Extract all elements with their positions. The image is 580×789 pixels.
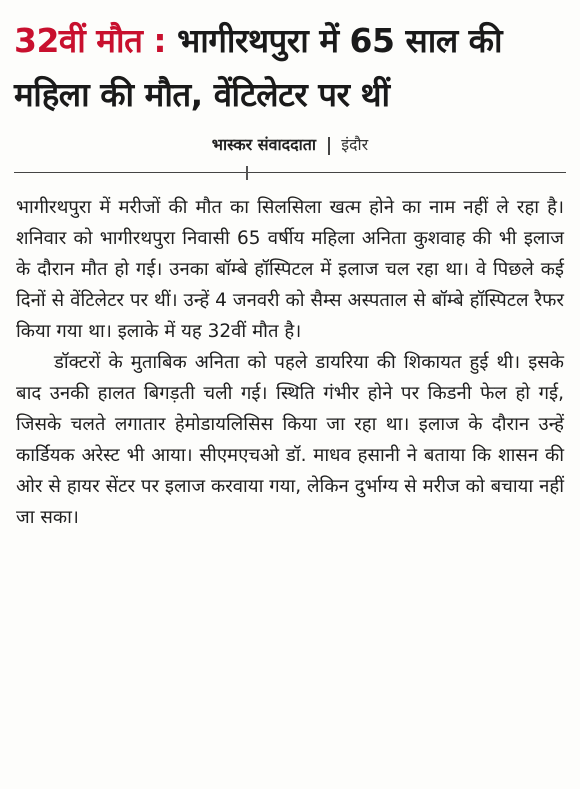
byline-separator (328, 137, 330, 155)
divider-mark (246, 166, 248, 180)
article-paragraph-1: भागीरथपुरा में मरीजों की मौत का सिलसिला खत्म होने का नाम नहीं ले रहा है। शनिवार को भागीरथपुरा निवासी 65 वर्षीय महिला अनिता कुशवाह की भी इलाज के दौरान मौत हो गई। उनका बॉम्बे हॉस्पिटल में इलाज चल रहा था। वे पिछले कई दिनों से वेंटिलेटर पर थीं। उन्हें 4 जनवरी को सैम्स अस्पताल से बॉम्बे हॉस्पिटल रैफर किया गया था। इलाके में यह 32वीं मौत है। (16, 197, 564, 342)
article-paragraph-2: डॉक्टरों के मुताबिक अनिता को पहले डायरिया की शिकायत हुई थी। इसके बाद उनकी हालत बिगड़ती चली गई। स्थिति गंभीर होने पर किडनी फेल हो गई, जिसके चलते लगातार हेमोडायलिसिस किया जा रहा था। इलाज के दौरान उन्हें कार्डियक अरेस्ट भी आया। सीएमएचओ डॉ. माधव हसानी ने बताया कि शासन की ओर से हायर सेंटर पर इलाज करवाया गया, लेकिन दुर्भाग्य से मरीज को बचाया नहीं जा सका। (16, 352, 564, 528)
headline (14, 0, 566, 122)
headline-kicker: 32वीं मौत : (14, 21, 167, 60)
divider-line (14, 172, 566, 173)
section-divider (14, 164, 566, 182)
article-body (14, 192, 566, 533)
byline (14, 132, 566, 158)
byline-location: इंदौर (341, 135, 369, 154)
byline-author: भास्कर संवाददाता (211, 135, 317, 154)
headline-title: भागीरथपुरा में 65 साल की महिला की मौत, वेंटिलेटर पर थीं (14, 21, 503, 114)
